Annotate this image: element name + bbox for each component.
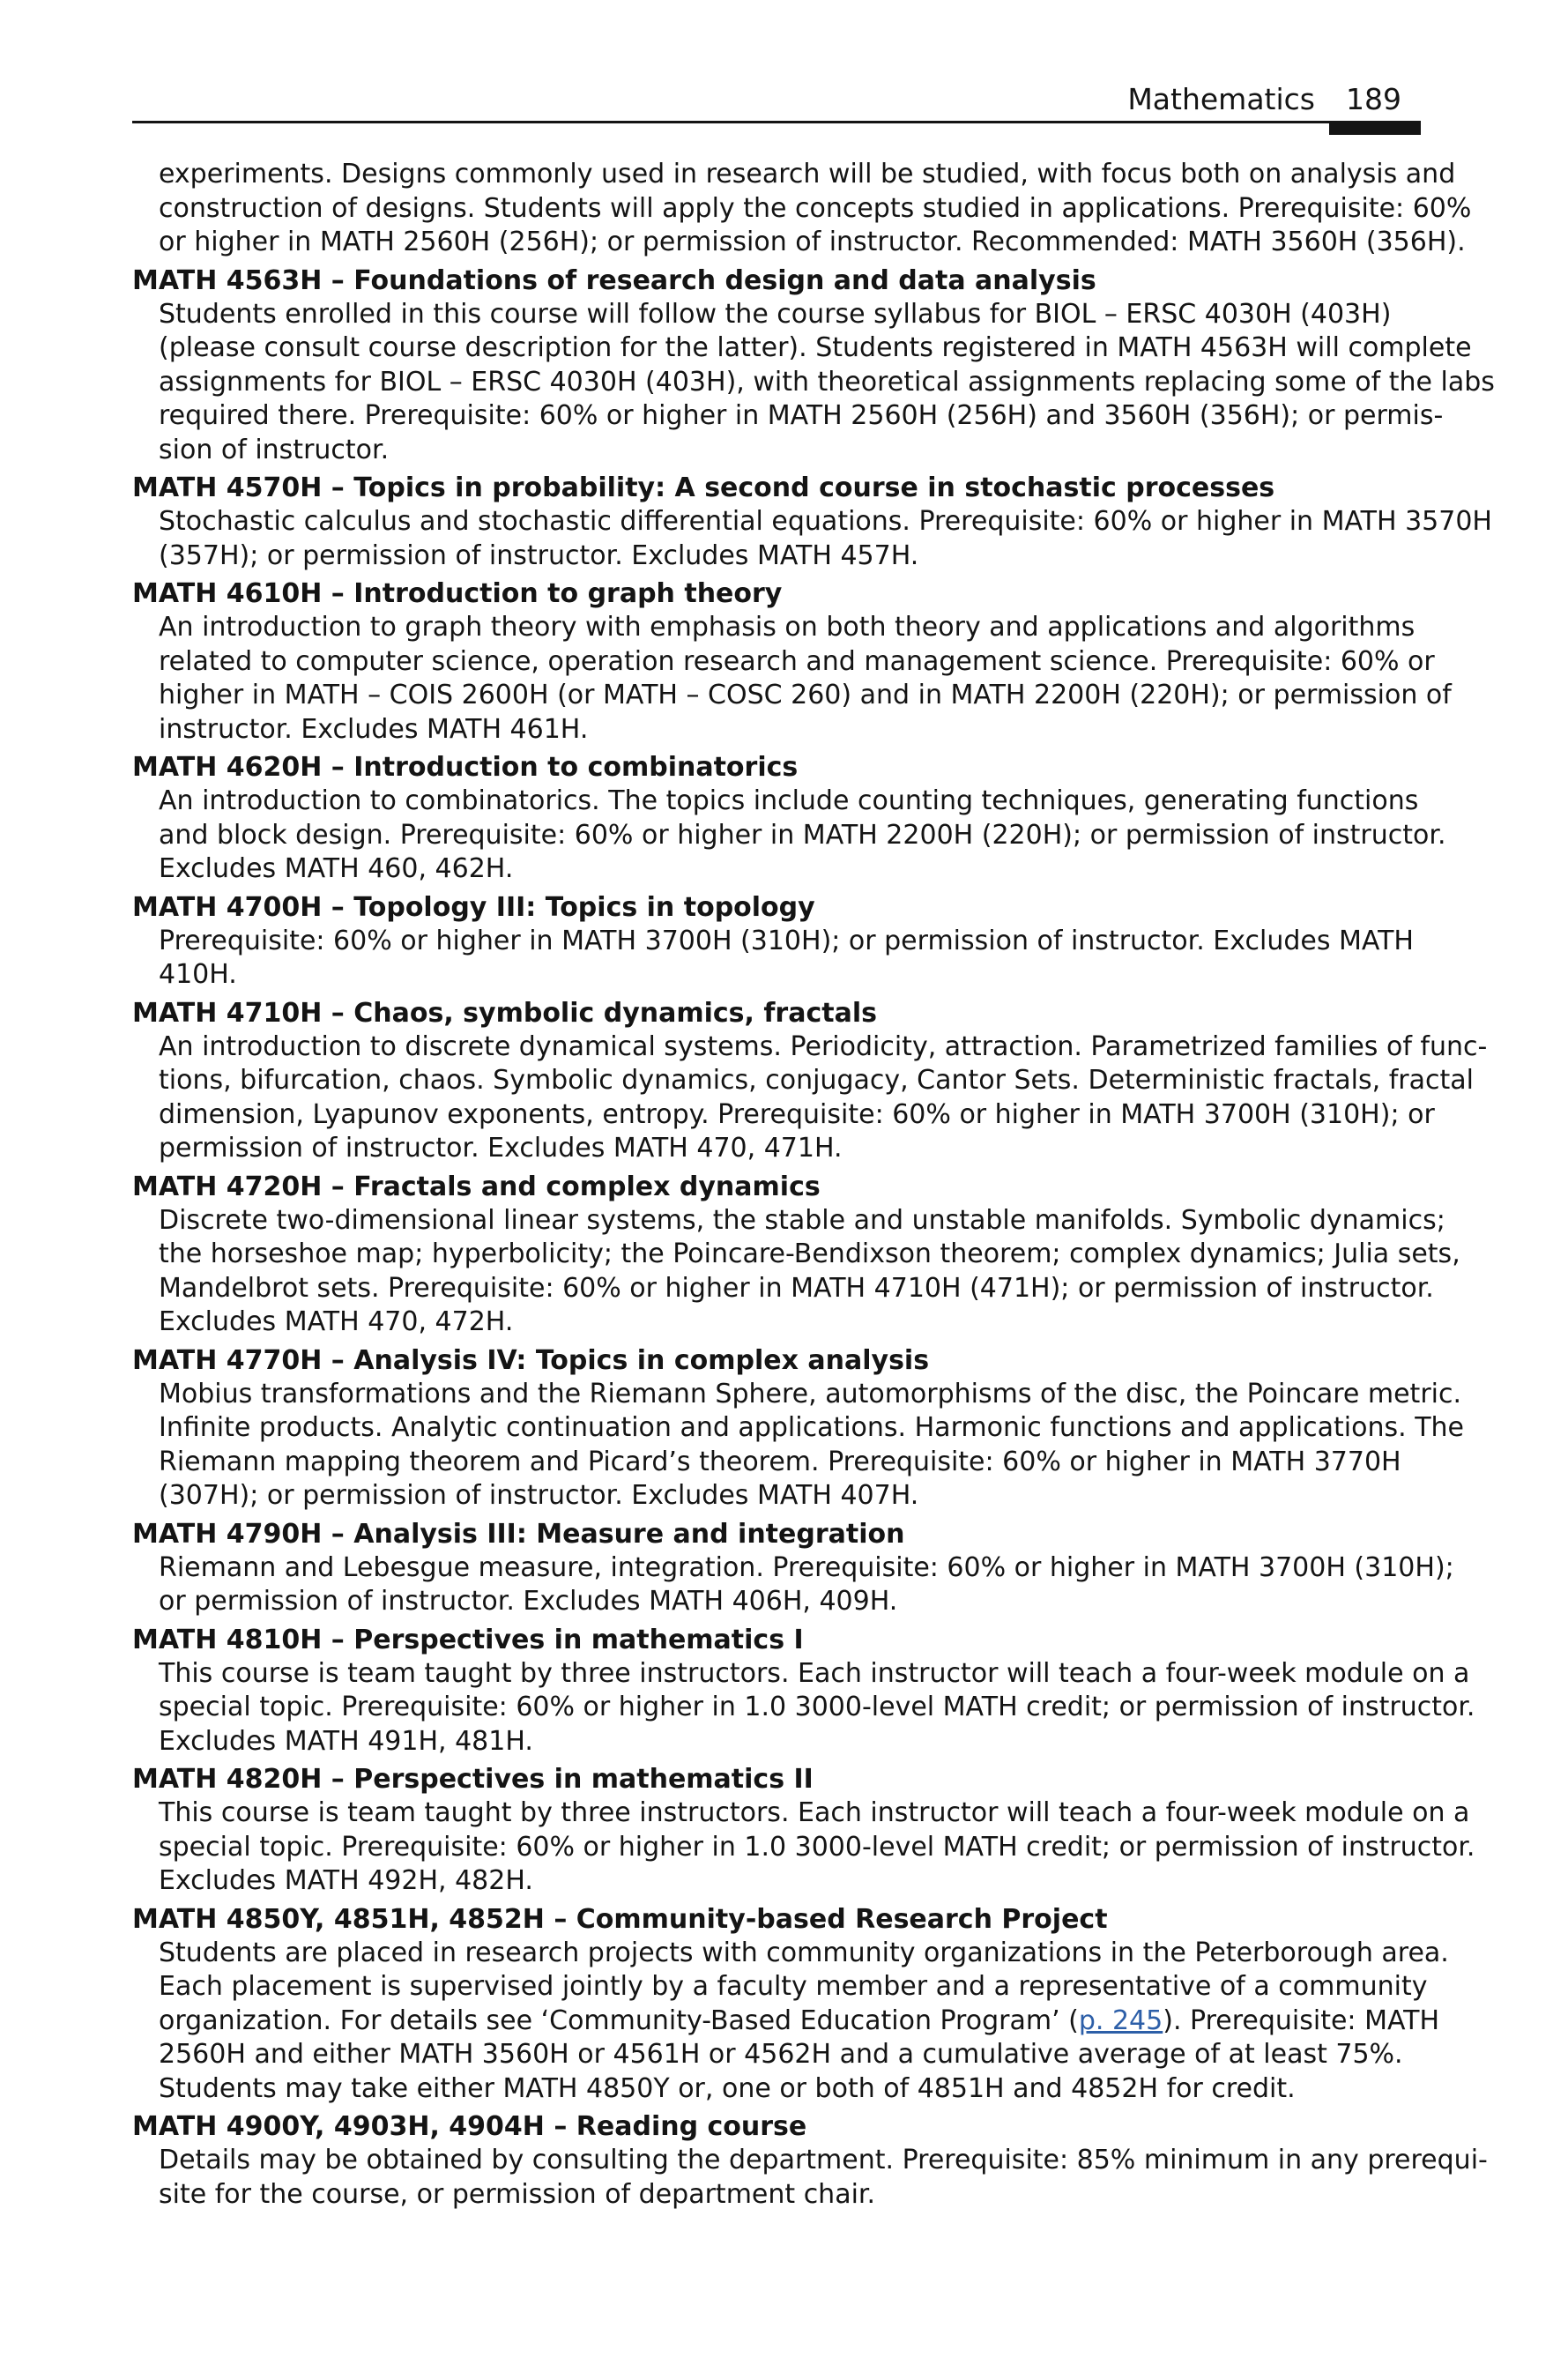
course-title: MATH 4720H – Fractals and complex dynamics: [132, 1171, 821, 1202]
text-line: assignments for BIOL – ERSC 4030H (403H), with theoretical assignments replacing some of the labs: [159, 366, 1495, 398]
text-line: (please consult course description for the latter). Students registered in MATH 4563H will complete: [159, 332, 1472, 363]
text-fragment: ). Prerequisite: MATH: [1163, 2004, 1440, 2036]
course-description: [132, 1551, 1454, 1619]
running-header: [132, 78, 1421, 122]
text-line: Students enrolled in this course will follow the course syllabus for BIOL – ERSC 4030H (403H): [159, 298, 1392, 330]
course-title: MATH 4790H – Analysis III: Measure and integration: [132, 1518, 905, 1550]
text-line: and block design. Prerequisite: 60% or higher in MATH 2200H (220H); or permission of instructor.: [159, 819, 1446, 851]
text-line: construction of designs. Students will apply the concepts studied in applications. Prerequisite: 60%: [159, 192, 1472, 224]
course-title: MATH 4900Y, 4903H, 4904H – Reading course: [132, 2111, 807, 2142]
text-line: higher in MATH – COIS 2600H (or MATH – COSC 260) and in MATH 2200H (220H); or permission of: [159, 680, 1452, 710]
text-line: Details may be obtained by consulting the department. Prerequisite: 85% minimum in any prerequi-: [159, 2145, 1488, 2175]
course-description: [132, 2144, 1488, 2212]
text-line: [159, 2004, 1440, 2039]
course-description: [132, 1937, 1449, 2107]
text-line: experiments. Designs commonly used in research will be studied, with focus both on analysis and: [159, 159, 1456, 190]
text-line: special topic. Prerequisite: 60% or higher in 1.0 3000-level MATH credit; or permission of instructor.: [159, 1692, 1475, 1722]
course-entry: [132, 1903, 1449, 2107]
course-description: [132, 1204, 1460, 1340]
course-entry: [132, 577, 1452, 747]
text-line: sion of instructor.: [159, 434, 390, 465]
text-line: 410H.: [159, 959, 237, 990]
text-line: Mandelbrot sets. Prerequisite: 60% or higher in MATH 4710H (471H); or permission of instructor.: [159, 1272, 1434, 1304]
course-description: [132, 298, 1495, 468]
text-line: Each placement is supervised jointly by a faculty member and a representative of a community: [159, 1971, 1428, 2002]
text-line: instructor. Excludes MATH 461H.: [159, 713, 589, 745]
page-link[interactable]: p. 245: [1078, 2004, 1163, 2036]
course-title: MATH 4850Y, 4851H, 4852H – Community-based Research Project: [132, 1903, 1108, 1935]
text-line: Excludes MATH 470, 472H.: [159, 1306, 514, 1337]
course-description: [132, 925, 1428, 993]
course-entry: [132, 751, 1446, 887]
course-title: MATH 4810H – Perspectives in mathematics I: [132, 1624, 804, 1655]
text-line: Prerequisite: 60% or higher in MATH 3700H (310H); or permission of instructor. Excludes MATH: [159, 925, 1414, 956]
text-line: Excludes MATH 491H, 481H.: [159, 1725, 533, 1757]
text-line: related to computer science, operation research and management science. Prerequisite: 60% or: [159, 645, 1435, 677]
text-line: This course is team taught by three instructors. Each instructor will teach a four-week module on a: [159, 1797, 1470, 1828]
text-line: Excludes MATH 492H, 482H.: [159, 1865, 533, 1896]
course-entry: [132, 264, 1495, 468]
course-entry: [132, 2110, 1488, 2212]
text-line: permission of instructor. Excludes MATH 470, 471H.: [159, 1133, 843, 1164]
text-line: special topic. Prerequisite: 60% or higher in 1.0 3000-level MATH credit; or permission of instructor.: [159, 1831, 1475, 1863]
course-title: MATH 4620H – Introduction to combinatorics: [132, 752, 799, 783]
text-line: site for the course, or permission of department chair.: [159, 2178, 876, 2210]
text-line: Mobius transformations and the Riemann Sphere, automorphisms of the disc, the Poincare metric.: [159, 1378, 1462, 1409]
course-description: [132, 785, 1446, 887]
text-line: Students are placed in research projects with community organizations in the Peterborough area.: [159, 1937, 1449, 1968]
course-description: [132, 1657, 1475, 1759]
course-listing: [132, 158, 1495, 2216]
course-description: [132, 505, 1492, 573]
course-title: MATH 4770H – Analysis IV: Topics in complex analysis: [132, 1344, 930, 1376]
text-line: Riemann mapping theorem and Picard’s theorem. Prerequisite: 60% or higher in MATH 3770H: [159, 1446, 1401, 1477]
section-title: Mathematics: [1127, 82, 1315, 116]
course-entry: [132, 1171, 1460, 1340]
intro-continuation: [132, 158, 1472, 260]
course-description: [132, 1378, 1465, 1514]
page-number: 189: [1346, 82, 1401, 116]
course-title: MATH 4700H – Topology III: Topics in topology: [132, 891, 815, 923]
text-line: Excludes MATH 460, 462H.: [159, 853, 514, 884]
course-description: [132, 1796, 1475, 1899]
course-description: [132, 158, 1472, 260]
text-line: (357H); or permission of instructor. Excludes MATH 457H.: [159, 539, 919, 571]
text-line: (307H); or permission of instructor. Excludes MATH 407H.: [159, 1480, 919, 1511]
text-line: dimension, Lyapunov exponents, entropy. Prerequisite: 60% or higher in MATH 3700H (310H); or: [159, 1098, 1435, 1130]
course-entry: [132, 1344, 1465, 1514]
course-title: MATH 4710H – Chaos, symbolic dynamics, fractals: [132, 997, 877, 1029]
course-entry: [132, 891, 1428, 993]
course-entry: [132, 1763, 1475, 1899]
course-title: MATH 4563H – Foundations of research design and data analysis: [132, 264, 1096, 296]
text-line: An introduction to discrete dynamical systems. Periodicity, attraction. Parametrized families of func-: [159, 1030, 1488, 1062]
text-line: This course is team taught by three instructors. Each instructor will teach a four-week module on a: [159, 1657, 1470, 1689]
text-line: Discrete two-dimensional linear systems, the stable and unstable manifolds. Symbolic dynamics;: [159, 1204, 1445, 1236]
course-entry: [132, 997, 1488, 1166]
text-line: the horseshoe map; hyperbolicity; the Poincare-Bendixson theorem; complex dynamics; Julia sets,: [159, 1238, 1460, 1269]
text-line: 2560H and either MATH 3560H or 4561H or 4562H and a cumulative average of at least 75%.: [159, 2039, 1403, 2070]
text-line: An introduction to combinatorics. The topics include counting techniques, generating functions: [159, 785, 1419, 816]
course-entry: [132, 1518, 1454, 1619]
header-rule: [132, 121, 1421, 123]
course-description: [132, 611, 1452, 747]
text-line: or permission of instructor. Excludes MATH 406H, 409H.: [159, 1586, 898, 1617]
text-line: required there. Prerequisite: 60% or higher in MATH 2560H (256H) and 3560H (356H); or permis-: [159, 400, 1444, 431]
course-title: MATH 4820H – Perspectives in mathematics II: [132, 1764, 814, 1795]
text-line: An introduction to graph theory with emphasis on both theory and applications and algorithms: [159, 612, 1416, 643]
text-line: Infinite products. Analytic continuation and applications. Harmonic functions and applications. The: [159, 1412, 1465, 1443]
course-title: MATH 4570H – Topics in probability: A second course in stochastic processes: [132, 472, 1275, 503]
text-line: Stochastic calculus and stochastic differential equations. Prerequisite: 60% or higher in MATH 3570H: [159, 506, 1492, 537]
text-line: or higher in MATH 2560H (256H); or permission of instructor. Recommended: MATH 3560H (356H).: [159, 227, 1466, 257]
course-entry: [132, 472, 1492, 573]
text-line: Riemann and Lebesgue measure, integration. Prerequisite: 60% or higher in MATH 3700H (310H);: [159, 1551, 1454, 1583]
course-entry: [132, 1624, 1475, 1759]
course-description: [132, 1030, 1488, 1166]
header-tab-marker: [1329, 123, 1421, 135]
text-line: Students may take either MATH 4850Y or, one or both of 4851H and 4852H for credit.: [159, 2072, 1296, 2104]
text-fragment: organization. For details see ‘Community-Based Education Program’ (: [159, 2004, 1079, 2036]
course-title: MATH 4610H – Introduction to graph theory: [132, 578, 783, 609]
text-line: tions, bifurcation, chaos. Symbolic dynamics, conjugacy, Cantor Sets. Deterministic fractals, fractal: [159, 1065, 1474, 1096]
